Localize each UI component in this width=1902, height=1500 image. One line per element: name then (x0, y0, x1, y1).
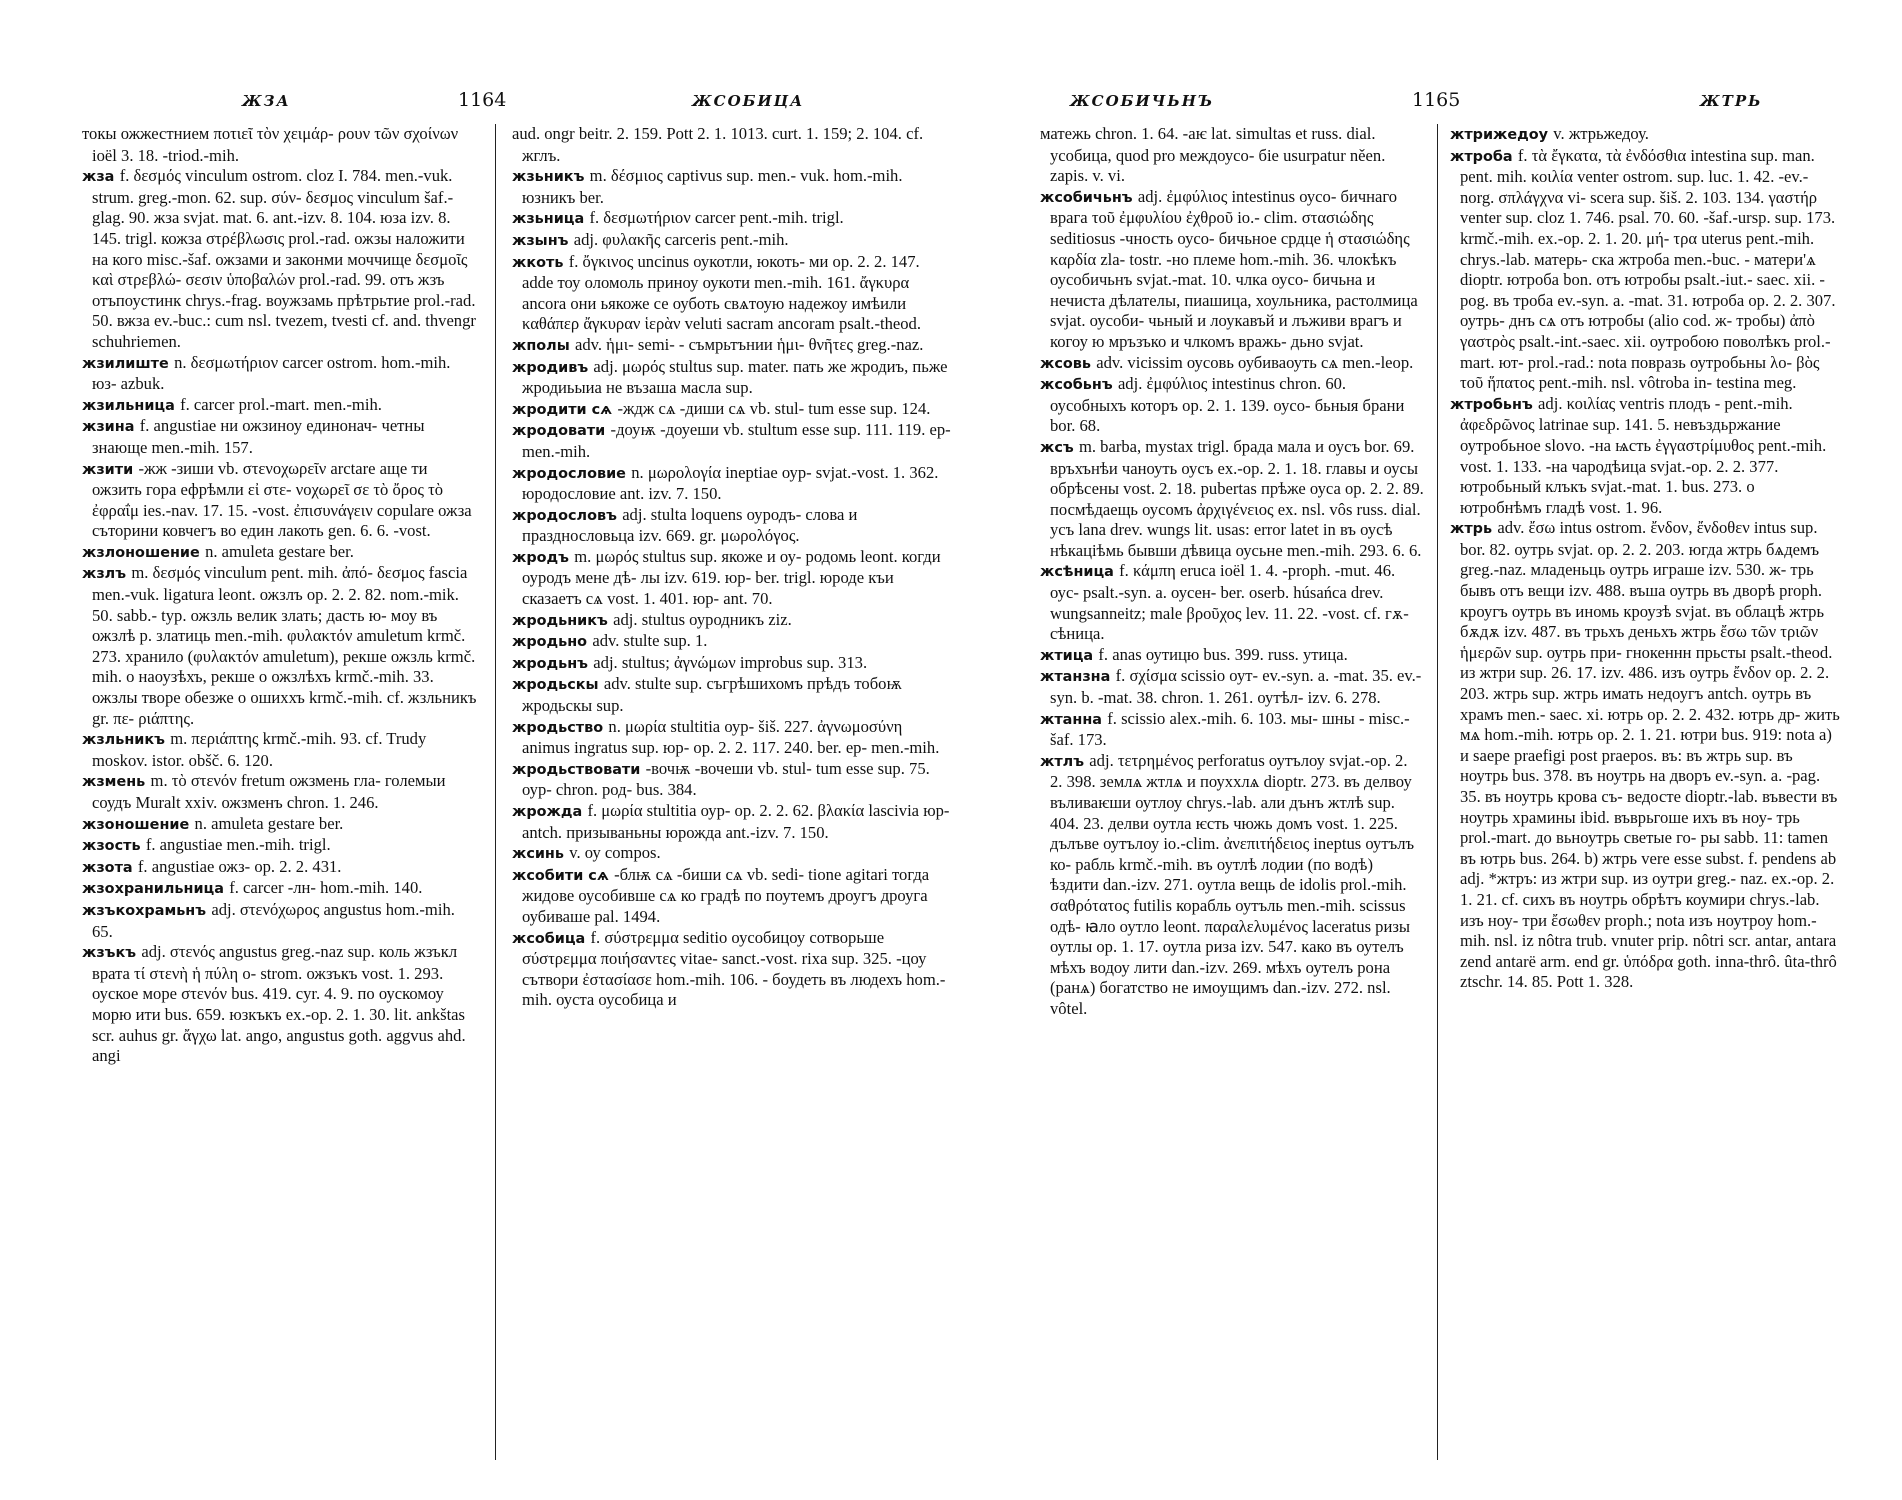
dictionary-entry (512, 230, 952, 252)
entry-definition: f. anas оутицю bus. 399. russ. утица. (1098, 644, 1348, 664)
dictionary-entry (82, 900, 478, 942)
entry-definition: adj. stulta loquens оуродъ- слова и празднословьца izv. 669. gr. μωρολόγος. (522, 504, 858, 546)
entry-definition: m. περιάπτης krmč.-mih. 93. cf. Trudy moskov. istor. obšč. 6. 120. (92, 729, 427, 770)
entry-headword: жсъ (1040, 439, 1074, 456)
entry-definition: adv. ἔσω intus ostrom. ἔνδον, ἔνδοθεν intus sup. bor. 82. оутрь svjat. op. 2. 2. 203. югда жтрь бѧдемъ greg.-naz. младеньць оутрь играше izv. 530. ж- трь бывъ отъ вещи izv. 488. въша оутрь въ дворѣ proph. кроугъ оутрь въ иномь кроузѣ svjat. въ облацѣ жтрь бѫдѫ izv. 487. въ трьхъ деньхъ жтрь ἔσω τῶν τριῶν ἡμερῶν sup. оутрь при- гнокеннн прьсты psalt.-theod. из жтри sup. 26. 17. izv. 486. изъ оутрь ἔνδον op. 2. 2. 203. жтрь sup. жтрь имать недоугъ antch. оутрь въ храмъ men.- saec. xi. ютрь op. 2. 2. 432. ютрь др- жить мѧ hom.-mih. ютрь op. 2. 1. 21. ютри bus. 919: nota a) и saepe praefigi post praepos. въ: въ жтрь sup. въ ноутрь bus. 378. въ ноутрь на дворъ ev.-syn. a. -pag. 35. въ ноутрь кровa съ- ведостe dioptr.-lab. въвести въ ноутрь храмины ibid. въврьгоше ихъ въ ноу- трь prol.-mart. до вьноутрь светые го- ры sabb. 11: tamen въ ютрь bus. 264. b) жтрь vere esse subst. f. pendens ab adj. *жтръ: из жтри sup. из оутри greg.- naz. ex.-op. 2. 1. 21. cf. сихъ въ ноутрь обрѣтъ коумири chrys.-lab. изъ ноу- три ἔσωθεν proph.; nota изъ ноутроу hom.-mih. nsl. iz nôtra trub. vnuter prip. nôtri scr. antar, antara zend antarë arm. end gr. ὑπόδρα goth. inna-thrô. ûta-thrô ztschr. 14. 85. Pott 1. 328. (1460, 518, 1840, 992)
dictionary-entry (82, 729, 478, 771)
entry-definition: adj. στενός angustus greg.-naz sup. коль жзъкл врата τί στενὴ ἡ πύλη o- strom. ожзъкъ vost. 1. 293. оуское море στενόν bus. 419. cyr. 4. 9. по оускомоу морю ити bus. 659. юзкъкъ ex.-op. 2. 1. 30. lit. ankštas scr. auhus gr. ἄγχω lat. ango, angustus goth. aggvus ahd. angi (92, 942, 466, 1066)
entry-definition: f. ὄγκινος uncinus оукотли, юкоть- ми op. 2. 2. 147. adde тоу оломоль приноу оукоти men.-mih. 161. ἄγκυρα ancora они ьякоже се оуботь свѧтоую надежоу имѣили καθάπερ ἄγκυραν ἱερὰν veluti sacram ancoram psalt.-theod. (522, 251, 921, 334)
entry-headword: жзилиште (82, 355, 169, 372)
entry-definition: n. μωρία stultitia оур- šiš. 227. ἀγνωμοσύνη animus ingratus sup. юр- op. 2. 2. 117. 240. ber. ер- men.-mih. (522, 716, 940, 758)
dictionary-entry (82, 771, 478, 813)
entry-definition: adj. τετρημένος perforatus оутълоу svjat.-op. 2. 2. 398. землѧ жтлѧ и поуххлѧ dioptr. 273. въ делвоу въливаѥши оутлоу chrys.-lab. али дънъ жтлѣ sup. 404. 23. делви оутла ѥсть чюжь домъ vost. 1. 225. дълъве оутълоу io.-clim. ἀνεπιτήδειος ineptus оутълъ ко- рабль krmč.-mih. въ оутлѣ лодии (по водѣ) ѣздити dan.-izv. 271. оутла вещь de idolis prol.-mih. σαθρότατος futilis корабль оутъль men.-mih. scissus одѣ- ꙗло оутло leont. παραλελυμένος laceratus ризы оутлы op. 1. 17. оутла риза izv. 547. како въ оутелъ мѣхъ водоу лити dan.-izv. 269. мѣхъ оутелъ рона (ранѧ) богатство не имоущимъ dan.-izv. 272. nsl. vôtel. (1050, 750, 1415, 1018)
dictionary-entry (512, 463, 952, 505)
dictionary-entry (1040, 353, 1424, 375)
column-divider (495, 124, 496, 1460)
header-right: ЖТРЬ (1700, 92, 1763, 110)
running-head (82, 89, 962, 116)
entry-headword: жсобица (512, 930, 586, 947)
entry-headword: жзина (82, 419, 135, 436)
entry-definition: f. σύστρεμμα seditio оусобицоу сотворьше σύστρεμμα ποιήσαντες vitae- sanct.-vost. rixa sup. 325. -цоу сътвори ἐστασίασε hom.-mih. 106. - боудеть въ людехъ hom.-mih. оуста оусобица и (522, 927, 946, 1010)
dictionary-entry (82, 878, 478, 900)
entry-headword: жродити сѧ (512, 401, 613, 418)
entry-definition: f. scissio alex.-mih. 6. 103. мы- шны - misc.-šaf. 173. (1050, 708, 1410, 750)
entry-headword: жзынъ (512, 232, 569, 249)
entry-definition: f. κάμπη eruca ioël 1. 4. -proph. -mut. 46. оус- psalt.-syn. a. оусен- ber. oserb. húsańca drev. wungsanneitz; male βροῦχος lev. 11. 22. -vost. cf. гѫ- сѣница. (1050, 561, 1409, 644)
entry-definition: f. angustiae men.-mih. trigl. (145, 835, 331, 855)
dictionary-entry (512, 547, 952, 610)
entry-headword: жзохранильница (82, 881, 224, 898)
dictionary-entry (512, 208, 952, 230)
entry-headword: жзьница (512, 211, 585, 228)
entry-headword: жродъ (512, 549, 569, 566)
entry-definition: m. τὸ στενόν fretum ожзмень гла- големыи соудъ Muralt xxiv. ожзменъ chron. 1. 246. (92, 771, 446, 812)
dictionary-entry (82, 814, 478, 836)
dictionary-entry (82, 353, 478, 395)
entry-headword: жкоть (512, 254, 564, 271)
entry-headword: жродьство (512, 719, 604, 736)
column-left (82, 124, 478, 1067)
entry-headword: жродословие (512, 465, 626, 482)
entry-definition: матежь chron. 1. 64. -аѥ lat. simultas et russ. dial. усобица, quod pro междоусо- біе usurpatur něen. zapis. v. vi. (1040, 124, 1386, 186)
entry-definition: adv. vicissim оусовь оубиваоуть сѧ men.-leop. (1096, 352, 1414, 372)
dictionary-entry (1040, 709, 1424, 751)
entry-definition: -ждж сѧ -диши сѧ vb. stul- tum esse sup. 124. (617, 398, 931, 418)
entry-headword: жзлъ (82, 566, 127, 583)
entry-definition: adv. ἡμι- semi- - съмрьтънии ἡμι- θνῆτες greg.-naz. (574, 334, 924, 354)
entry-headword: жзота (82, 859, 133, 876)
dictionary-entry (1040, 645, 1424, 667)
entry-headword: жзильница (82, 397, 175, 414)
entry-headword: жсобьнъ (1040, 377, 1113, 394)
entry-definition: f. τὰ ἔγκατα, τὰ ἐνδόσθια intestina sup. man. pent. mih. κοιλία venter ostrom. sup. luc. 1. 42. -ev.-norg. σπλάγχνα vi- scera sup. šiš. 2. 103. 134. γαστήρ venter sup. cloz 1. 746. psal. 70. 60. -šaf.-ursp. sup. 173. krmč.-mih. ex.-op. 2. 1. 20. μή- τρα uterus pent.-mih. chrys.-lab. матерь- ска жтроба men.-buc. - матери'ѧ dioptr. ютроба bon. отъ ютробы psalt.-iut.- saec. xii. -pog. въ тробa ev.-syn. a. -mat. 31. ютроба op. 2. 2. 307. оутрь- днъ сѧ отъ ютробы (alio cod. ж- тробы) ἀπὸ γαστρὸς psalt.-int.-saec. xii. оутробою поволѣкъ prol.-mart. ют- prol.-rad.: nota повразь оутробьны λο- βὸς τοῦ ἥπατος pent.-mih. nsl. vôtroba in- testina meg. (1460, 145, 1836, 393)
entry-definition: adj. φυλακῆς carceris pent.-mih. (573, 229, 789, 249)
entry-definition: m. μωρός stultus sup. якоже и оу- родомь leont. когди оуродъ мене дѣ- лы izv. 619. юр- ber. trigl. юроде къи сказаетъ сѧ vost. 1. 401. юр- ant. 70. (522, 546, 941, 609)
entry-headword: жродовати (512, 423, 606, 440)
entry-headword: жсобичьнъ (1040, 189, 1133, 206)
dictionary-entry (512, 420, 952, 462)
entry-definition: adj. κοιλίας ventris плодъ - pent.-mih. ἀφεδρῶνος latrinae sup. 141. 5. невъздьржание оутробьное slovo. -на ѩсть ἐγγαστρίμυθος pent.-mih. vost. 1. 133. -на чародѣица svjat.-op. 2. 2. 377. ютробьный клъкъ svjat.-mat. 1. bus. 273. о ютробнѣмъ гладѣ vost. 1. 96. (1460, 393, 1827, 517)
entry-headword: жзость (82, 838, 141, 855)
entry-definition: adj. stultus; ἀγνώμων improbus sup. 313. (593, 652, 868, 672)
entry-definition: adj. στενόχωρος angustus hom.-mih. 65. (92, 899, 455, 941)
entry-definition: adj. stultus оуродникъ ziz. (613, 609, 792, 629)
entry-headword: жтанзна (1040, 669, 1111, 686)
entry-definition: f. carcer prol.-mart. men.-mih. (180, 394, 382, 414)
entry-headword: жзьникъ (512, 169, 585, 186)
dictionary-entry (82, 835, 478, 857)
entry-headword: жродьно (512, 634, 588, 651)
dictionary-entry (82, 416, 478, 458)
entry-headword: жродьникъ (512, 612, 608, 629)
page-number: 1164 (458, 89, 507, 111)
entry-definition: n. μωρολογία ineptiae оур- svjat.-vost. 1. 362. юродословие ant. izv. 7. 150. (522, 462, 939, 504)
entry-definition: adv. stulte sup. съгрѣшихомъ прѣдъ тобоѭ жродьскы sup. (522, 674, 902, 716)
entry-headword: жтробьнъ (1450, 396, 1533, 413)
entry-definition: aud. ongr beitr. 2. 159. Pott 2. 1. 1013. curt. 1. 159; 2. 104. cf. жглъ. (512, 124, 924, 165)
left-page (82, 74, 962, 1500)
dictionary-entry (512, 759, 952, 801)
entry-headword: жполы (512, 337, 570, 354)
column-left (1040, 124, 1424, 1020)
entry-definition: f. carcer -лн- hom.-mih. 140. (229, 878, 423, 898)
entry-headword: жтрижедоу (1450, 127, 1549, 143)
entry-definition: adj. ἐμφύλιος intestinus оусо- бичнаго врага τοῦ ἐμφυλίου ἐχθροῦ io.- clim. στασιώδης seditiosus -чность оусо- бичьное срдце ἡ στασιώδης καρδία zla- tostr. -но племе hom.-mih. 36. члокѣкъ оусобичьнъ svjat.-mat. 10. члка оусо- бичьна и нечиста дѣлателы, пиашица, хоульника, растолмица svjat. оусоби- чьный и лоукавъй и лъживи врагъ и когоу ю мръзъко и члкомъ вражь- дьно svjat. (1050, 186, 1418, 351)
columns (82, 124, 962, 1500)
right-page (1040, 74, 1840, 1500)
dictionary-entry (1040, 561, 1424, 644)
dictionary-entry (512, 865, 952, 928)
entry-headword: жсѣница (1040, 564, 1114, 581)
dictionary-entry (82, 857, 478, 879)
dictionary-entry (82, 124, 478, 166)
dictionary-entry (1040, 124, 1424, 187)
entry-definition: -блѭ сѧ -биши сѧ vb. sedi- tione agitari тогда жидове оусобивше сѧ ко градѣ по поутемъ дроугъ дроуга оубиваше pal. 1494. (522, 864, 930, 926)
entry-definition: adj. ἐμφύλιος intestinus chron. 60. оусобныхъ которъ op. 2. 1. 139. оусо- бьныя брани bor. 68. (1050, 374, 1405, 436)
entry-definition: -жж -зиши vb. στενοχωρεῖν arctare аще ти ожзить гора ефрѣмли εἰ στε- νοχωρεῖ σε τὸ ὄρος τὸ ἐφραΐμ ies.-nav. 17. 15. -vost. ἐπισυνάγειν copulare ожза съторини ковчегъ во един лакоть gen. 6. 6. -vost. (92, 458, 472, 541)
entry-headword: жзоношение (82, 816, 190, 833)
header-left: ЖЗА (242, 92, 291, 110)
column-right (1450, 124, 1840, 993)
column-right (512, 124, 952, 1011)
dictionary-entry (1450, 124, 1840, 146)
entry-definition: n. amuleta gestare ber. (205, 541, 354, 561)
dictionary-entry (512, 653, 952, 675)
dictionary-entry (1040, 437, 1424, 562)
dictionary-entry (512, 252, 952, 335)
entry-headword: жтлъ (1040, 753, 1085, 770)
entry-headword: жродьнъ (512, 655, 588, 672)
entry-headword: жродословъ (512, 507, 617, 524)
entry-headword: жрожда (512, 804, 583, 820)
dictionary-entry (512, 843, 952, 865)
dictionary-entry (512, 928, 952, 1011)
dictionary-entry (1450, 518, 1840, 993)
entry-headword: жродьствовати (512, 761, 641, 778)
entry-definition: -вочѭ -вочеши vb. stul- tum esse sup. 75. оур- chron. род- bus. 384. (522, 758, 930, 800)
entry-headword: жтроба (1450, 148, 1513, 165)
dictionary-entry (512, 505, 952, 547)
dictionary-entry (512, 610, 952, 632)
dictionary-entry (512, 631, 952, 653)
dictionary-entry (1040, 666, 1424, 708)
dictionary-entry (82, 459, 478, 542)
dictionary-entry (1040, 751, 1424, 1020)
entry-definition: -доуѭ -доуеши vb. stultum esse sup. 111. 119. ер- men.-mih. (522, 420, 951, 461)
dictionary-entry (512, 166, 952, 208)
entry-headword: жтанна (1040, 711, 1102, 728)
columns (1040, 124, 1840, 1500)
entry-headword: жсовь (1040, 355, 1091, 372)
column-divider (1437, 124, 1438, 1460)
entry-headword: жсобити сѧ (512, 867, 609, 884)
dictionary-entry (512, 717, 952, 759)
entry-definition: f. σχίσμα scissio оут- ev.-syn. a. -mat. 35. ev.-syn. b. -mat. 38. chron. 1. 261. оутѣл- izv. 6. 278. (1050, 666, 1422, 708)
entry-definition: f. δεσμός vinculum ostrom. cloz I. 784. men.-vuk. strum. greg.-mon. 62. sup. σύν- δεσμος vinculum šaf.-glag. 90. жза svjat. mat. 6. ant.-izv. 8. 104. юза izv. 8. 145. trigl. кожза στρέβλωσις prol.-rad. ожзы наложити на кого misc.-šaf. ожзами и законми моччище δεσμοῖς καὶ στρεβλώ- σεσιν ὑποβαλών prol.-rad. 99. отъ жзъ отъпоустинк chrys.-frag. воужзамь прѣтрьтие prol.-rad. 50. вжза ev.-buc.: cum nsl. tvezem, tvesti cf. and. thvengr schuhriemen. (92, 166, 476, 351)
page-number: 1165 (1412, 89, 1461, 111)
dictionary-entry (1040, 374, 1424, 437)
entry-definition: n. δεσμωτήριον carcer ostrom. hom.-mih. юз- azbuk. (92, 352, 451, 394)
dictionary-entry (512, 399, 952, 421)
entry-definition: m. δέσμιος captivus sup. men.- vuk. hom.-mih. юзникъ ber. (522, 166, 903, 207)
entry-definition: v. оу compos. (569, 843, 661, 863)
dictionary-entry (512, 674, 952, 716)
entry-headword: жзмень (82, 774, 146, 791)
entry-headword: жтица (1040, 647, 1094, 664)
dictionary-entry (82, 166, 478, 352)
entry-headword: жтрь (1450, 521, 1493, 538)
dictionary-entry (512, 335, 952, 357)
dictionary-entry (82, 563, 478, 729)
entry-headword: жродивъ (512, 359, 589, 376)
entry-headword: жсинь (512, 846, 564, 863)
entry-headword: жзити (82, 461, 134, 478)
entry-definition: f. angustiae ни ожзиноу единонач- четны знающе men.-mih. 157. (92, 416, 425, 457)
entry-headword: жзльникъ (82, 732, 165, 749)
dictionary-entry (1450, 394, 1840, 519)
header-right: ЖСОБИЦА (692, 92, 805, 110)
entry-headword: жродьскы (512, 677, 599, 694)
dictionary-entry (82, 942, 478, 1067)
dictionary-entry (82, 542, 478, 564)
entry-definition: f. δεσμωτήριον carcer pent.-mih. trigl. (589, 208, 844, 228)
dictionary-entry (1040, 187, 1424, 353)
entry-headword: жзъкохрамьнъ (82, 902, 207, 919)
dictionary-entry (512, 801, 952, 843)
entry-definition: m. δεσμός vinculum pent. mih. ἀπό- δεσμος fascia men.-vuk. ligatura leont. ожзлъ op. 2. 2. 82. nom.-mik. 50. sabb.- typ. ожзль велик злать; дасть ю- моу въ ожзлѣ р. златиць men.-mih. φυλακτόν amuletum krmč. 273. хранило (φυλακτόν amuletum), рекше ожзль krmč. mih. о наоузѣхъ, рекше о ожзлѣхъ krmč.-mih. 33. ожзлы творе обезже о ошиххъ krmč.-mih. cf. жзльникъ gr. πε- ριάπτης. (92, 563, 477, 728)
entry-definition: f. μωρία stultitia оур- op. 2. 2. 62. βλακία lascivia юр- antch. призываньны юрожда ant.-izv. 7. 150. (522, 801, 950, 842)
running-head (1040, 89, 1840, 116)
entry-definition: v. жтрьжедоу. (1553, 124, 1649, 143)
entry-definition: f. angustiae ожз- op. 2. 2. 431. (137, 856, 342, 876)
entry-headword: жза (82, 169, 115, 186)
entry-headword: жзлоношение (82, 544, 200, 561)
dictionary-entry (1450, 146, 1840, 394)
entry-definition: adv. stulte sup. 1. (592, 631, 708, 651)
dictionary-entry (82, 395, 478, 417)
entry-headword: жзъкъ (82, 945, 137, 962)
entry-definition: m. barba, mystax trigl. брада мала и оусъ bor. 69. връхънѣи чаноуть оусъ ex.-op. 2. 1. 18. главы и оусы обрѣсены vost. 2. 18. pubertas прѣже оуса op. 2. 2. 89. посмѣдаещь оусомъ ἀρχιγένειος ex. nsl. vôs russ. dial. усъ lana drev. wungs lit. usas: error latet in въ оусѣ нѣкаціѣмь бывши дѣвица оусьне men.-mih. 293. 6. 6. (1050, 436, 1424, 560)
dictionary-entry (512, 357, 952, 399)
dictionary-entry (512, 124, 952, 166)
header-left: ЖСОБИЧЬНЪ (1070, 92, 1215, 110)
entry-definition: adj. μωρός stultus sup. mater. пать же жродиъ, пьже жродиьыиа не възаша масла sup. (522, 356, 948, 398)
entry-definition: n. amuleta gestare ber. (194, 813, 344, 833)
entry-definition: токы ожжестнием ποτιεῖ τὸν χειμάρ- ρουν τῶν σχοίνων ioël 3. 18. -triod.-mih. (82, 124, 459, 165)
